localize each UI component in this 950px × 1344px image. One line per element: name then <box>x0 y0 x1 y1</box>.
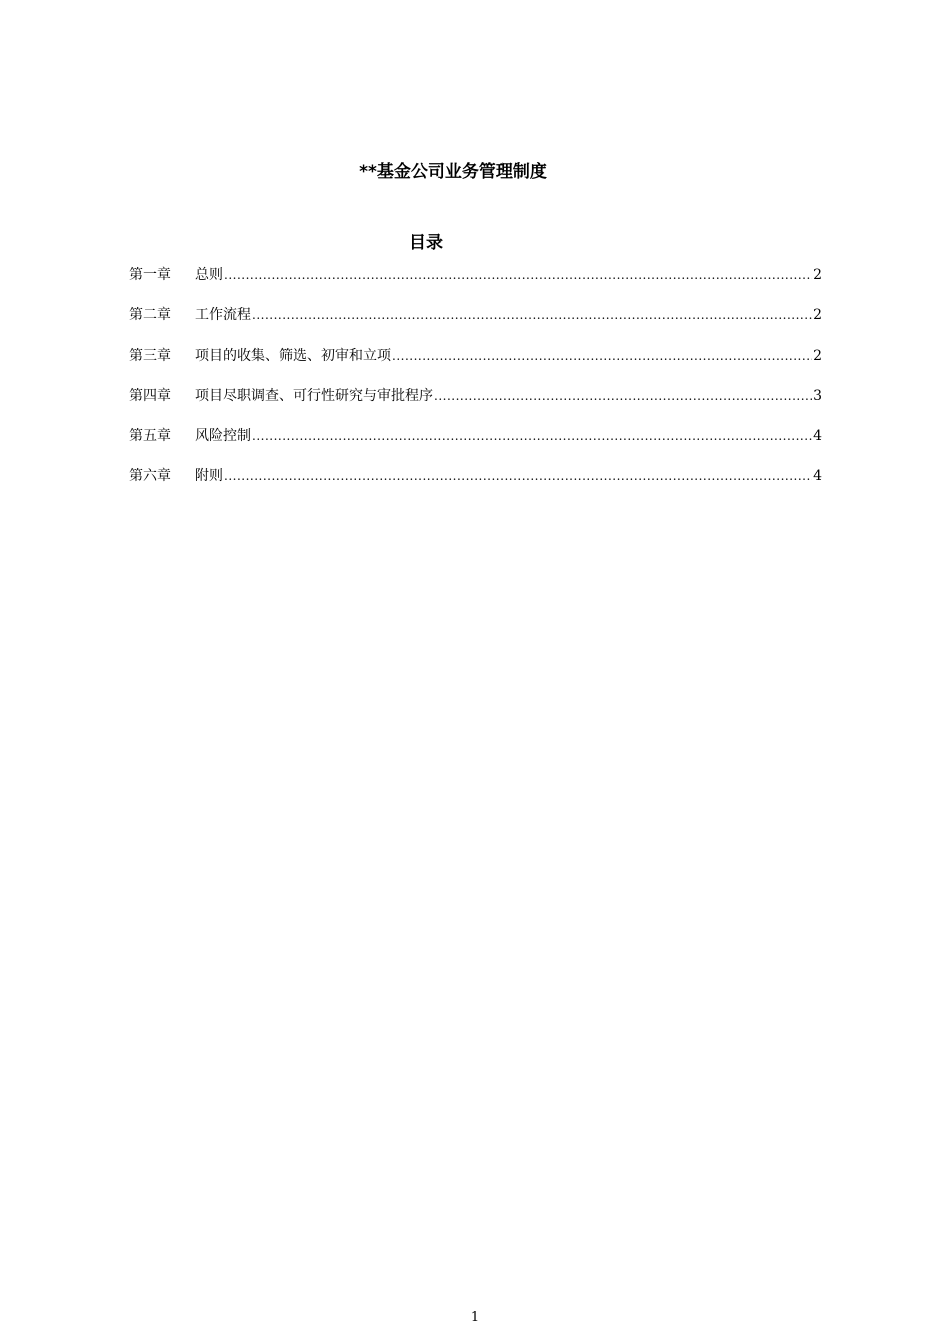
toc-dot-leader <box>392 346 812 366</box>
toc-chapter-title: 总则 <box>195 267 223 283</box>
toc-chapter-title: 项目尽职调查、可行性研究与审批程序 <box>195 387 433 404</box>
toc-entry-chapter-5[interactable] <box>129 426 822 466</box>
toc-chapter-label: 第五章 <box>129 428 171 445</box>
toc-page-number: 2 <box>813 307 822 324</box>
toc-page-number: 2 <box>813 267 822 283</box>
toc-dot-leader <box>434 386 812 406</box>
toc-dot-leader <box>252 305 812 325</box>
toc-page-number: 4 <box>813 428 822 445</box>
toc-page-number: 2 <box>813 347 822 364</box>
document-title: **基金公司业务管理制度 <box>359 162 547 182</box>
page-number-footer: 1 <box>470 1310 480 1325</box>
toc-entry-chapter-6[interactable] <box>129 466 822 506</box>
toc-page-number: 3 <box>813 387 822 404</box>
toc-chapter-label: 第四章 <box>129 387 171 404</box>
toc-page-number: 4 <box>813 468 822 485</box>
toc-dot-leader <box>224 466 812 486</box>
toc-chapter-label: 第六章 <box>129 468 171 485</box>
toc-chapter-title: 工作流程 <box>195 307 251 324</box>
toc-chapter-title: 项目的收集、筛选、初审和立项 <box>195 347 391 364</box>
toc-entry-chapter-1[interactable] <box>129 265 822 305</box>
toc-chapter-label: 第三章 <box>129 347 171 364</box>
table-of-contents <box>129 265 822 507</box>
toc-chapter-label: 第一章 <box>129 267 171 283</box>
toc-entry-chapter-2[interactable] <box>129 305 822 345</box>
toc-chapter-title: 风险控制 <box>195 428 251 445</box>
toc-dot-leader <box>252 426 812 446</box>
toc-chapter-label: 第二章 <box>129 307 171 324</box>
toc-chapter-title: 附则 <box>195 468 223 485</box>
toc-heading: 目录 <box>409 233 443 253</box>
toc-entry-chapter-4[interactable] <box>129 386 822 426</box>
toc-entry-chapter-3[interactable] <box>129 346 822 386</box>
toc-dot-leader <box>224 265 812 285</box>
